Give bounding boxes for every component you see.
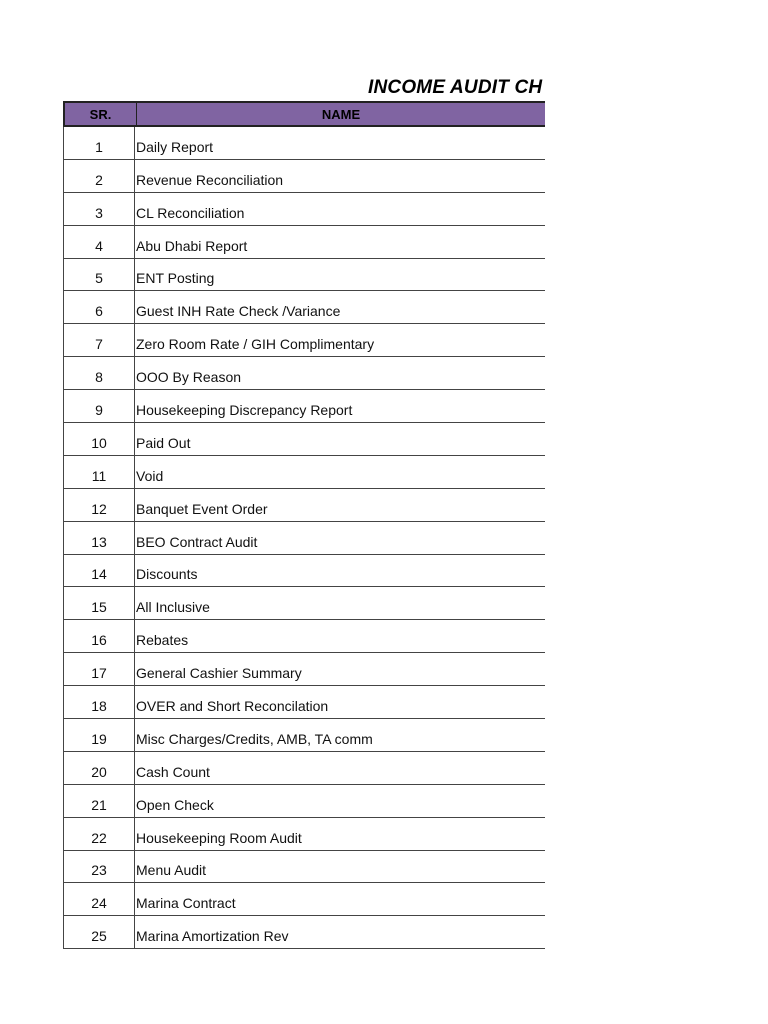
table-row[interactable] bbox=[63, 719, 545, 752]
row-sr-cell: 23 bbox=[63, 851, 135, 883]
row-sr-cell: 7 bbox=[63, 324, 135, 356]
row-name-cell: Housekeeping Discrepancy Report bbox=[136, 402, 353, 419]
table-row[interactable] bbox=[63, 883, 545, 916]
table-row[interactable] bbox=[63, 291, 545, 324]
table-row[interactable] bbox=[63, 390, 545, 423]
row-name-cell: Menu Audit bbox=[136, 862, 207, 879]
table-row[interactable] bbox=[63, 357, 545, 390]
checklist-table bbox=[63, 101, 545, 949]
table-row[interactable] bbox=[63, 127, 545, 160]
row-name-cell: Misc Charges/Credits, AMB, TA comm bbox=[136, 730, 373, 747]
row-sr-cell: 16 bbox=[63, 620, 135, 652]
row-sr-cell: 17 bbox=[63, 653, 135, 685]
table-row[interactable] bbox=[63, 620, 545, 653]
table-row[interactable] bbox=[63, 916, 545, 949]
row-name-cell: All Inclusive bbox=[136, 599, 210, 616]
table-header-row bbox=[63, 101, 545, 127]
table-row[interactable] bbox=[63, 423, 545, 456]
table-row[interactable] bbox=[63, 324, 545, 357]
row-name-cell: ENT Posting bbox=[136, 270, 215, 287]
header-name: NAME bbox=[321, 106, 361, 122]
table-row[interactable] bbox=[63, 653, 545, 686]
row-sr-cell: 6 bbox=[63, 291, 135, 323]
row-sr-cell: 13 bbox=[63, 522, 135, 554]
row-name-cell: Abu Dhabi Report bbox=[136, 237, 248, 254]
row-sr-cell: 4 bbox=[63, 226, 135, 258]
row-name-cell: Banquet Event Order bbox=[136, 500, 268, 517]
row-sr-cell: 8 bbox=[63, 357, 135, 389]
row-sr-cell: 10 bbox=[63, 423, 135, 455]
table-row[interactable] bbox=[63, 456, 545, 489]
row-sr-cell: 2 bbox=[63, 160, 135, 192]
header-sr: SR. bbox=[65, 103, 137, 125]
row-name-cell: Revenue Reconciliation bbox=[136, 171, 284, 188]
row-name-cell: Rebates bbox=[136, 632, 189, 649]
row-sr-cell: 14 bbox=[63, 555, 135, 587]
row-name-cell: Marina Amortization Rev bbox=[136, 928, 289, 945]
row-sr-cell: 1 bbox=[63, 127, 135, 159]
row-name-cell: Void bbox=[136, 467, 164, 484]
row-sr-cell: 5 bbox=[63, 259, 135, 291]
row-name-cell: CL Reconciliation bbox=[136, 204, 245, 221]
row-name-cell: OVER and Short Reconcilation bbox=[136, 698, 329, 715]
row-name-cell: Daily Report bbox=[136, 138, 214, 155]
row-name-cell: Zero Room Rate / GIH Complimentary bbox=[136, 336, 375, 353]
table-body bbox=[63, 127, 545, 949]
table-row[interactable] bbox=[63, 851, 545, 884]
page-title: INCOME AUDIT CH bbox=[368, 77, 543, 98]
row-name-cell: BEO Contract Audit bbox=[136, 533, 258, 550]
row-name-cell: Cash Count bbox=[136, 763, 210, 780]
table-row[interactable] bbox=[63, 226, 545, 259]
row-name-cell: General Cashier Summary bbox=[136, 665, 302, 682]
row-sr-cell: 11 bbox=[63, 456, 135, 488]
table-row[interactable] bbox=[63, 686, 545, 719]
table-row[interactable] bbox=[63, 752, 545, 785]
row-sr-cell: 20 bbox=[63, 752, 135, 784]
table-row[interactable] bbox=[63, 522, 545, 555]
table-row[interactable] bbox=[63, 193, 545, 226]
row-name-cell: Open Check bbox=[136, 796, 214, 813]
row-sr-cell: 12 bbox=[63, 489, 135, 521]
row-sr-cell: 22 bbox=[63, 818, 135, 850]
row-name-cell: Paid Out bbox=[136, 434, 191, 451]
row-sr-cell: 19 bbox=[63, 719, 135, 751]
row-sr-cell: 24 bbox=[63, 883, 135, 915]
row-name-cell: OOO By Reason bbox=[136, 369, 242, 386]
row-sr-cell: 21 bbox=[63, 785, 135, 817]
row-name-cell: Discounts bbox=[136, 566, 198, 583]
table-row[interactable] bbox=[63, 489, 545, 522]
row-sr-cell: 15 bbox=[63, 587, 135, 619]
table-row[interactable] bbox=[63, 259, 545, 292]
row-sr-cell: 25 bbox=[63, 916, 135, 948]
table-row[interactable] bbox=[63, 785, 545, 818]
row-name-cell: Marina Contract bbox=[136, 895, 236, 912]
table-row[interactable] bbox=[63, 555, 545, 588]
table-row[interactable] bbox=[63, 587, 545, 620]
row-sr-cell: 3 bbox=[63, 193, 135, 225]
row-sr-cell: 9 bbox=[63, 390, 135, 422]
row-name-cell: Housekeeping Room Audit bbox=[136, 829, 302, 846]
row-sr-cell: 18 bbox=[63, 686, 135, 718]
table-row[interactable] bbox=[63, 818, 545, 851]
row-name-cell: Guest INH Rate Check /Variance bbox=[136, 303, 341, 320]
table-row[interactable] bbox=[63, 160, 545, 193]
